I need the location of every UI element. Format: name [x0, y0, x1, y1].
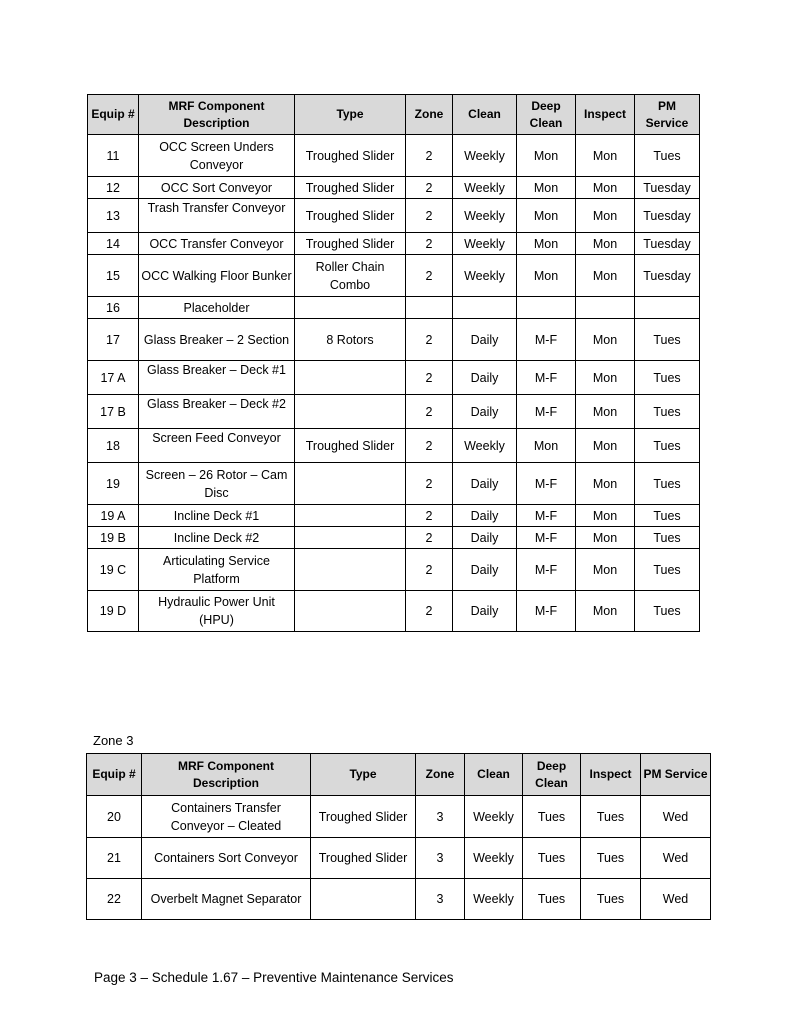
- cell-equip: 11: [88, 135, 139, 177]
- cell-inspect: Mon: [576, 429, 635, 463]
- cell-type: [295, 463, 406, 505]
- cell-clean: Daily: [453, 361, 517, 395]
- cell-type: [295, 591, 406, 632]
- cell-clean: Daily: [453, 549, 517, 591]
- cell-inspect: Mon: [576, 591, 635, 632]
- cell-type: [295, 549, 406, 591]
- cell-description: Screen Feed Conveyor: [139, 429, 295, 463]
- cell-zone: 2: [406, 463, 453, 505]
- cell-clean: Weekly: [453, 233, 517, 255]
- cell-equip: 19 B: [88, 527, 139, 549]
- cell-type: [311, 879, 416, 920]
- page-footer: Page 3 – Schedule 1.67 – Preventive Maintenance Services: [94, 970, 454, 985]
- cell-deep-clean: Tues: [523, 796, 581, 838]
- cell-pm-service: Wed: [641, 796, 711, 838]
- cell-description: Placeholder: [139, 297, 295, 319]
- cell-type: Troughed Slider: [295, 199, 406, 233]
- cell-zone: 2: [406, 527, 453, 549]
- cell-zone: 2: [406, 199, 453, 233]
- cell-pm-service: Tues: [635, 505, 700, 527]
- table-row: [88, 297, 700, 319]
- cell-deep-clean: Tues: [523, 838, 581, 879]
- cell-equip: 21: [87, 838, 142, 879]
- cell-type: Troughed Slider: [295, 233, 406, 255]
- table-row: [87, 838, 711, 879]
- cell-type: 8 Rotors: [295, 319, 406, 361]
- cell-zone: 2: [406, 395, 453, 429]
- table-row: [88, 527, 700, 549]
- cell-pm-service: Tuesday: [635, 177, 700, 199]
- cell-equip: 19 C: [88, 549, 139, 591]
- cell-description: Containers Transfer Conveyor – Cleated: [142, 796, 311, 838]
- table-row: [88, 135, 700, 177]
- cell-pm-service: Wed: [641, 838, 711, 879]
- header-description: MRF Component Description: [139, 95, 295, 135]
- cell-description: Incline Deck #1: [139, 505, 295, 527]
- header-type: Type: [311, 754, 416, 796]
- cell-description: Incline Deck #2: [139, 527, 295, 549]
- cell-equip: 17 A: [88, 361, 139, 395]
- cell-inspect: Mon: [576, 505, 635, 527]
- cell-description: OCC Transfer Conveyor: [139, 233, 295, 255]
- header-pm-service: PM Service: [635, 95, 700, 135]
- cell-pm-service: Tues: [635, 591, 700, 632]
- cell-type: Troughed Slider: [295, 177, 406, 199]
- cell-inspect: Mon: [576, 135, 635, 177]
- cell-description: Glass Breaker – 2 Section: [139, 319, 295, 361]
- cell-clean: Daily: [453, 527, 517, 549]
- zone3-label: Zone 3: [93, 733, 134, 748]
- cell-pm-service: Tues: [635, 361, 700, 395]
- table-row: [88, 319, 700, 361]
- cell-inspect: Mon: [576, 549, 635, 591]
- cell-clean: Weekly: [453, 429, 517, 463]
- cell-pm-service: Tues: [635, 395, 700, 429]
- cell-zone: 2: [406, 549, 453, 591]
- cell-deep-clean: M-F: [517, 549, 576, 591]
- cell-equip: 12: [88, 177, 139, 199]
- cell-deep-clean: M-F: [517, 319, 576, 361]
- cell-deep-clean: M-F: [517, 591, 576, 632]
- cell-zone: 2: [406, 177, 453, 199]
- cell-deep-clean: M-F: [517, 361, 576, 395]
- cell-inspect: Tues: [581, 796, 641, 838]
- cell-pm-service: Tues: [635, 527, 700, 549]
- cell-zone: 3: [416, 838, 465, 879]
- cell-type: Troughed Slider: [311, 796, 416, 838]
- cell-equip: 19 D: [88, 591, 139, 632]
- cell-pm-service: Wed: [641, 879, 711, 920]
- cell-zone: 2: [406, 505, 453, 527]
- table-row: [88, 361, 700, 395]
- cell-pm-service: Tues: [635, 549, 700, 591]
- cell-clean: Daily: [453, 463, 517, 505]
- table-row: [87, 796, 711, 838]
- table-row: [88, 395, 700, 429]
- cell-description: OCC Walking Floor Bunker: [139, 255, 295, 297]
- header-equip: Equip #: [88, 95, 139, 135]
- cell-deep-clean: M-F: [517, 395, 576, 429]
- cell-deep-clean: Mon: [517, 255, 576, 297]
- zone3-maintenance-table: [86, 753, 711, 920]
- cell-inspect: Mon: [576, 177, 635, 199]
- cell-equip: 16: [88, 297, 139, 319]
- cell-inspect: Mon: [576, 233, 635, 255]
- table-row: [88, 255, 700, 297]
- cell-description: Glass Breaker – Deck #2: [139, 395, 295, 429]
- table-row: [88, 463, 700, 505]
- cell-equip: 20: [87, 796, 142, 838]
- cell-clean: Weekly: [465, 838, 523, 879]
- header-clean: Clean: [465, 754, 523, 796]
- header-description: MRF Component Description: [142, 754, 311, 796]
- cell-zone: 2: [406, 361, 453, 395]
- cell-pm-service: Tuesday: [635, 233, 700, 255]
- table-row: [88, 177, 700, 199]
- cell-description: Containers Sort Conveyor: [142, 838, 311, 879]
- header-inspect: Inspect: [576, 95, 635, 135]
- cell-clean: Daily: [453, 505, 517, 527]
- table-row: [88, 429, 700, 463]
- cell-type: Troughed Slider: [295, 135, 406, 177]
- header-zone: Zone: [416, 754, 465, 796]
- header-deep-clean: Deep Clean: [523, 754, 581, 796]
- cell-zone: [406, 297, 453, 319]
- table-row: [87, 879, 711, 920]
- cell-deep-clean: M-F: [517, 505, 576, 527]
- cell-pm-service: Tues: [635, 135, 700, 177]
- table-row: [88, 505, 700, 527]
- cell-equip: 17: [88, 319, 139, 361]
- header-inspect: Inspect: [581, 754, 641, 796]
- cell-description: OCC Sort Conveyor: [139, 177, 295, 199]
- cell-zone: 3: [416, 796, 465, 838]
- cell-pm-service: Tues: [635, 429, 700, 463]
- table-row: [88, 591, 700, 632]
- cell-description: Glass Breaker – Deck #1: [139, 361, 295, 395]
- cell-clean: Weekly: [465, 879, 523, 920]
- cell-clean: [453, 297, 517, 319]
- cell-deep-clean: Mon: [517, 429, 576, 463]
- cell-zone: 3: [416, 879, 465, 920]
- cell-deep-clean: M-F: [517, 527, 576, 549]
- cell-clean: Weekly: [453, 199, 517, 233]
- cell-deep-clean: Mon: [517, 135, 576, 177]
- cell-clean: Weekly: [453, 255, 517, 297]
- cell-zone: 2: [406, 135, 453, 177]
- header-row: [87, 754, 711, 796]
- cell-zone: 2: [406, 255, 453, 297]
- cell-deep-clean: Tues: [523, 879, 581, 920]
- cell-inspect: Mon: [576, 361, 635, 395]
- cell-type: [295, 505, 406, 527]
- cell-inspect: [576, 297, 635, 319]
- cell-zone: 2: [406, 591, 453, 632]
- cell-equip: 18: [88, 429, 139, 463]
- cell-clean: Daily: [453, 319, 517, 361]
- cell-clean: Weekly: [465, 796, 523, 838]
- cell-deep-clean: Mon: [517, 199, 576, 233]
- cell-zone: 2: [406, 429, 453, 463]
- cell-type: [295, 361, 406, 395]
- cell-type: Roller Chain Combo: [295, 255, 406, 297]
- cell-description: Screen – 26 Rotor – Cam Disc: [139, 463, 295, 505]
- cell-clean: Weekly: [453, 135, 517, 177]
- cell-pm-service: Tues: [635, 463, 700, 505]
- cell-equip: 19: [88, 463, 139, 505]
- cell-inspect: Mon: [576, 255, 635, 297]
- cell-inspect: Tues: [581, 838, 641, 879]
- cell-inspect: Mon: [576, 319, 635, 361]
- cell-equip: 19 A: [88, 505, 139, 527]
- header-clean: Clean: [453, 95, 517, 135]
- cell-deep-clean: M-F: [517, 463, 576, 505]
- cell-pm-service: Tuesday: [635, 255, 700, 297]
- cell-description: Hydraulic Power Unit (HPU): [139, 591, 295, 632]
- cell-type: [295, 297, 406, 319]
- cell-pm-service: Tuesday: [635, 199, 700, 233]
- header-type: Type: [295, 95, 406, 135]
- cell-equip: 15: [88, 255, 139, 297]
- cell-type: Troughed Slider: [311, 838, 416, 879]
- cell-equip: 17 B: [88, 395, 139, 429]
- cell-type: [295, 527, 406, 549]
- cell-clean: Daily: [453, 591, 517, 632]
- cell-equip: 22: [87, 879, 142, 920]
- cell-description: Overbelt Magnet Separator: [142, 879, 311, 920]
- header-row: [88, 95, 700, 135]
- header-deep-clean: Deep Clean: [517, 95, 576, 135]
- cell-inspect: Mon: [576, 463, 635, 505]
- cell-clean: Weekly: [453, 177, 517, 199]
- cell-description: Trash Transfer Conveyor: [139, 199, 295, 233]
- cell-description: Articulating Service Platform: [139, 549, 295, 591]
- table-row: [88, 199, 700, 233]
- cell-zone: 2: [406, 319, 453, 361]
- cell-inspect: Tues: [581, 879, 641, 920]
- cell-pm-service: Tues: [635, 319, 700, 361]
- header-pm-service: PM Service: [641, 754, 711, 796]
- cell-inspect: Mon: [576, 395, 635, 429]
- cell-inspect: Mon: [576, 199, 635, 233]
- cell-type: Troughed Slider: [295, 429, 406, 463]
- cell-deep-clean: [517, 297, 576, 319]
- cell-type: [295, 395, 406, 429]
- cell-pm-service: [635, 297, 700, 319]
- cell-description: OCC Screen Unders Conveyor: [139, 135, 295, 177]
- cell-deep-clean: Mon: [517, 233, 576, 255]
- table-row: [88, 549, 700, 591]
- header-equip: Equip #: [87, 754, 142, 796]
- header-zone: Zone: [406, 95, 453, 135]
- cell-clean: Daily: [453, 395, 517, 429]
- cell-inspect: Mon: [576, 527, 635, 549]
- cell-equip: 14: [88, 233, 139, 255]
- zone2-maintenance-table: [87, 94, 700, 632]
- table-row: [88, 233, 700, 255]
- cell-equip: 13: [88, 199, 139, 233]
- cell-deep-clean: Mon: [517, 177, 576, 199]
- cell-zone: 2: [406, 233, 453, 255]
